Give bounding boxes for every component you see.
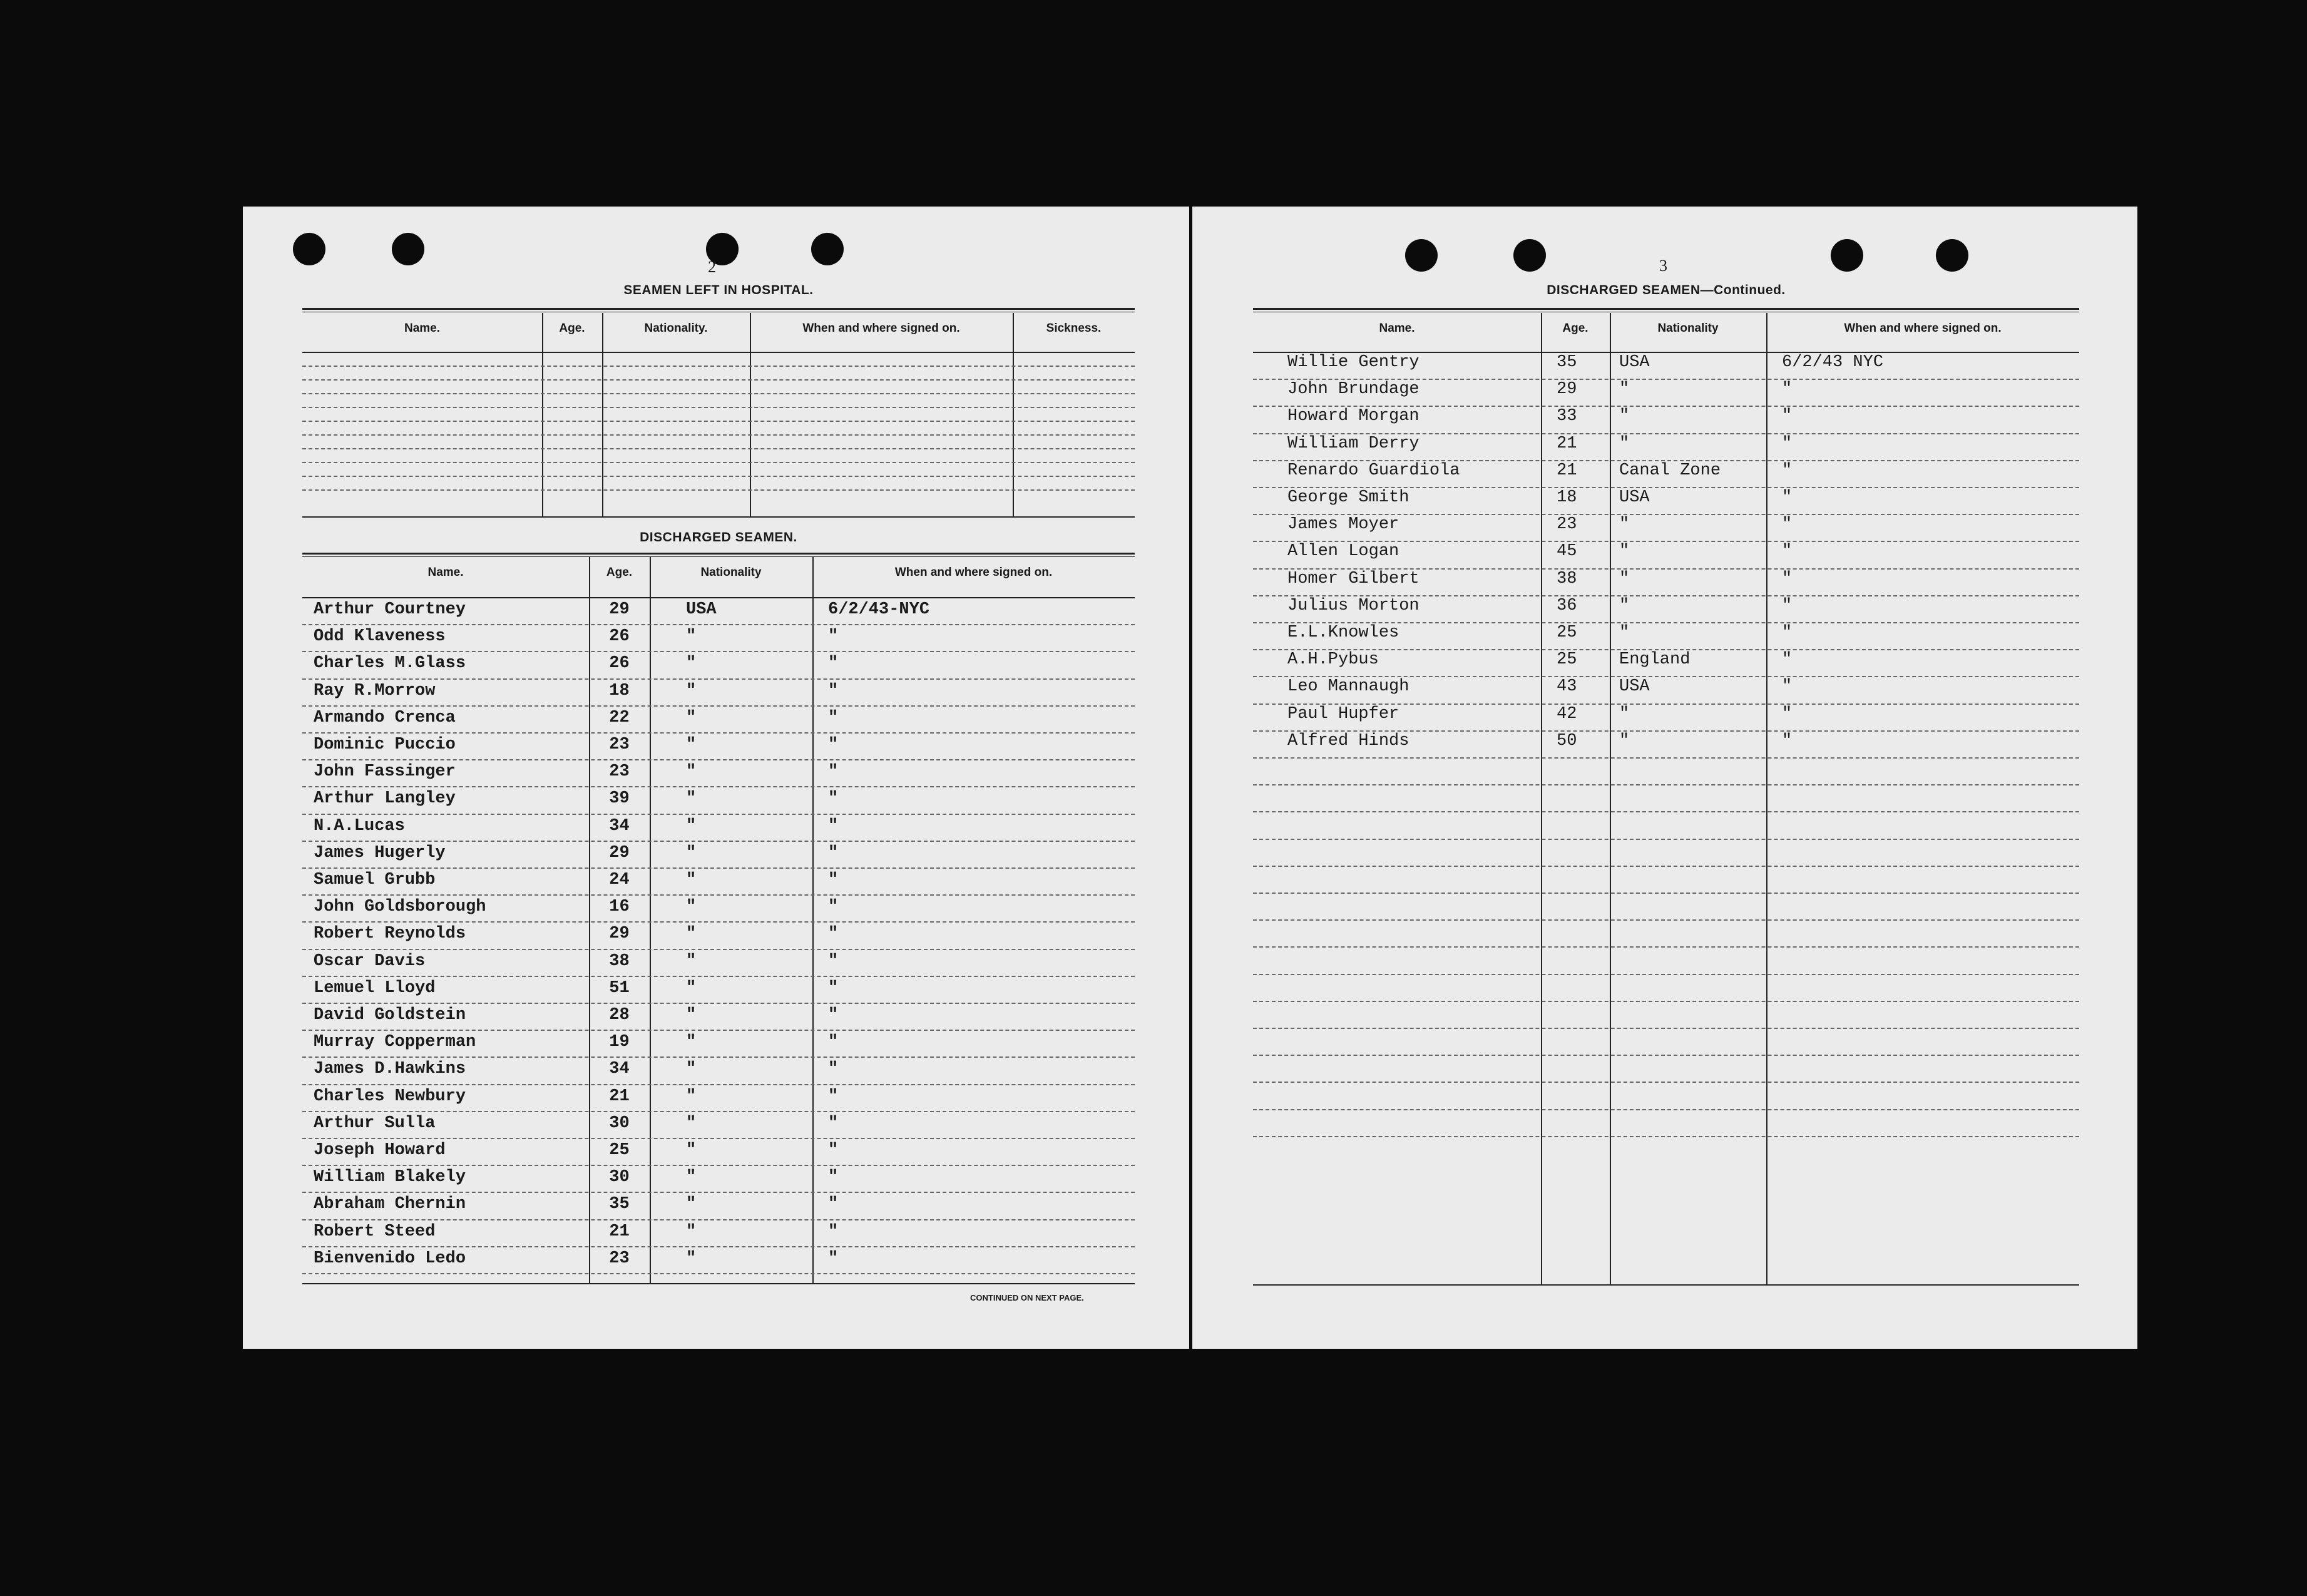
age-cell: 39	[609, 789, 630, 809]
name-cell: Murray Copperman	[314, 1033, 476, 1052]
row-rule	[302, 705, 1135, 707]
age-cell: 21	[609, 1222, 630, 1241]
nationality-cell: "	[686, 762, 697, 782]
name-cell: Arthur Courtney	[314, 600, 466, 619]
row-rule	[302, 841, 1135, 842]
punch-hole	[1831, 239, 1863, 272]
nationality-cell: USA	[1619, 677, 1650, 697]
row-rule	[302, 462, 1135, 463]
column-rule	[812, 557, 814, 1283]
continued-title: DISCHARGED SEAMEN—Continued.	[1547, 283, 1786, 297]
column-header: Name.	[427, 566, 464, 579]
header-rule	[302, 597, 1135, 598]
page-number: 3	[1659, 257, 1667, 275]
name-cell: John Brundage	[1287, 380, 1419, 399]
column-rule	[1766, 313, 1767, 1284]
nationality-cell: "	[686, 627, 697, 647]
punch-hole	[1936, 239, 1968, 272]
name-cell: E.L.Knowles	[1287, 623, 1399, 642]
signed-cell: "	[1782, 542, 1793, 561]
age-cell: 43	[1557, 677, 1577, 697]
age-cell: 38	[1557, 569, 1577, 588]
nationality-cell: "	[686, 708, 697, 727]
column-header: Sickness.	[1046, 322, 1102, 335]
signed-cell: "	[828, 1006, 839, 1025]
name-cell: Oscar Davis	[314, 951, 426, 971]
header-rule	[302, 352, 1135, 353]
nationality-cell: "	[1619, 596, 1630, 615]
nationality-cell: "	[686, 978, 697, 998]
discharged-title: DISCHARGED SEAMEN.	[640, 530, 797, 545]
punch-hole	[1405, 239, 1438, 272]
row-rule	[302, 1192, 1135, 1193]
age-cell: 35	[609, 1195, 630, 1214]
age-cell: 45	[1557, 542, 1577, 561]
nationality-cell: "	[686, 1033, 697, 1052]
signed-cell: "	[1782, 407, 1793, 426]
signed-cell: "	[1782, 569, 1793, 588]
row-rule	[302, 366, 1135, 367]
row-rule	[1253, 1055, 2079, 1056]
name-cell: Samuel Grubb	[314, 871, 436, 889]
column-header: Nationality	[1657, 322, 1719, 335]
nationality-cell: "	[1619, 731, 1630, 750]
row-rule	[1253, 784, 2079, 785]
signed-cell: "	[828, 1168, 839, 1187]
punch-hole	[293, 233, 325, 265]
row-rule	[302, 407, 1135, 408]
row-rule	[302, 434, 1135, 436]
divider	[302, 308, 1135, 312]
signed-cell: "	[828, 924, 839, 944]
column-header: Age.	[1562, 322, 1588, 335]
row-rule	[302, 651, 1135, 652]
column-header: When and where signed on.	[894, 566, 1053, 579]
row-rule	[302, 786, 1135, 787]
age-cell: 42	[1557, 704, 1577, 724]
row-rule	[302, 894, 1135, 896]
age-cell: 30	[609, 1168, 630, 1187]
signed-cell: "	[828, 898, 839, 917]
name-cell: Charles M.Glass	[314, 654, 466, 673]
age-cell: 16	[609, 898, 630, 917]
signed-cell: "	[828, 843, 839, 862]
row-rule	[1253, 919, 2079, 921]
signed-cell: "	[828, 708, 839, 727]
column-rule	[1013, 313, 1014, 516]
column-rule	[602, 313, 603, 516]
signed-cell: "	[828, 627, 839, 647]
row-rule	[1253, 893, 2079, 894]
name-cell: Allen Logan	[1287, 542, 1399, 561]
age-cell: 23	[1557, 515, 1577, 535]
row-rule	[302, 1246, 1135, 1247]
age-cell: 50	[1557, 731, 1577, 750]
age-cell: 23	[609, 1249, 630, 1268]
nationality-cell: "	[686, 1168, 697, 1187]
row-rule	[1253, 1136, 2079, 1137]
row-rule	[1253, 839, 2079, 840]
nationality-cell: "	[1619, 542, 1630, 561]
table-bottom-rule	[302, 1283, 1135, 1284]
name-cell: Willie Gentry	[1287, 353, 1419, 372]
row-rule	[302, 1219, 1135, 1220]
name-cell: John Fassinger	[314, 762, 456, 782]
signed-cell: 6/2/43-NYC	[828, 600, 930, 619]
name-cell: James Moyer	[1287, 515, 1399, 535]
age-cell: 23	[609, 762, 630, 782]
column-rule	[1541, 313, 1542, 1284]
name-cell: John Goldsborough	[314, 898, 486, 917]
nationality-cell: "	[686, 1249, 697, 1268]
column-header: Age.	[606, 566, 633, 579]
punch-hole	[811, 233, 844, 265]
signed-cell: "	[1782, 677, 1793, 697]
nationality-cell: "	[1619, 434, 1630, 453]
age-cell: 25	[1557, 623, 1577, 642]
nationality-cell: "	[1619, 515, 1630, 535]
signed-cell: "	[1782, 434, 1793, 453]
age-cell: 29	[609, 600, 630, 619]
row-rule	[302, 814, 1135, 815]
row-rule	[1253, 811, 2079, 812]
row-rule	[302, 678, 1135, 680]
signed-cell: "	[1782, 596, 1793, 615]
signed-cell: "	[1782, 623, 1793, 642]
nationality-cell: "	[686, 789, 697, 809]
age-cell: 19	[609, 1033, 630, 1052]
signed-cell: "	[1782, 704, 1793, 724]
row-rule	[302, 476, 1135, 477]
nationality-cell: "	[686, 924, 697, 944]
signed-cell: "	[828, 1222, 839, 1241]
age-cell: 51	[609, 978, 630, 998]
row-rule	[1253, 946, 2079, 948]
row-rule	[302, 1056, 1135, 1058]
age-cell: 29	[1557, 380, 1577, 399]
name-cell: Bienvenido Ledo	[314, 1249, 466, 1268]
nationality-cell: "	[686, 871, 697, 889]
column-header: Name.	[1379, 322, 1415, 335]
nationality-cell: "	[1619, 407, 1630, 426]
name-cell: Robert Reynolds	[314, 924, 466, 944]
nationality-cell: "	[686, 1113, 697, 1133]
nationality-cell: "	[686, 681, 697, 700]
age-cell: 36	[1557, 596, 1577, 615]
age-cell: 26	[609, 627, 630, 647]
name-cell: Dominic Puccio	[314, 735, 456, 754]
signed-cell: "	[828, 681, 839, 700]
continued-note: CONTINUED ON NEXT PAGE.	[970, 1293, 1084, 1302]
name-cell: William Derry	[1287, 434, 1419, 453]
column-rule	[1610, 313, 1611, 1284]
column-rule	[542, 313, 543, 516]
name-cell: Odd Klaveness	[314, 627, 446, 647]
row-rule	[1253, 1028, 2079, 1029]
left-page	[243, 207, 1189, 1349]
name-cell: James Hugerly	[314, 843, 446, 862]
row-rule	[302, 732, 1135, 734]
divider	[1253, 308, 2079, 312]
nationality-cell: "	[686, 951, 697, 971]
table-bottom-rule	[1253, 1284, 2079, 1286]
age-cell: 38	[609, 951, 630, 971]
name-cell: Alfred Hinds	[1287, 731, 1409, 750]
nationality-cell: "	[686, 1006, 697, 1025]
name-cell: Armando Crenca	[314, 708, 456, 727]
name-cell: A.H.Pybus	[1287, 650, 1379, 670]
name-cell: Homer Gilbert	[1287, 569, 1419, 588]
signed-cell: "	[828, 762, 839, 782]
signed-cell: "	[1782, 488, 1793, 507]
nationality-cell: "	[1619, 623, 1630, 642]
row-rule	[302, 421, 1135, 422]
row-rule	[1253, 1109, 2079, 1110]
nationality-cell: USA	[686, 600, 717, 619]
name-cell: Abraham Chernin	[314, 1195, 466, 1214]
row-rule	[302, 949, 1135, 950]
signed-cell: "	[1782, 650, 1793, 670]
signed-cell: "	[828, 1249, 839, 1268]
page-number: 2	[708, 258, 716, 276]
column-header: Nationality	[700, 566, 762, 579]
nationality-cell: "	[686, 735, 697, 754]
row-rule	[302, 1003, 1135, 1004]
name-cell: Arthur Sulla	[314, 1113, 436, 1133]
age-cell: 35	[1557, 353, 1577, 372]
age-cell: 34	[609, 1060, 630, 1079]
age-cell: 18	[1557, 488, 1577, 507]
signed-cell: "	[1782, 461, 1793, 480]
nationality-cell: USA	[1619, 488, 1650, 507]
nationality-cell: "	[686, 1222, 697, 1241]
row-rule	[302, 1111, 1135, 1112]
column-header: Age.	[559, 322, 585, 335]
row-rule	[1253, 1001, 2079, 1002]
row-rule	[1253, 757, 2079, 759]
signed-cell: "	[828, 816, 839, 836]
right-page	[1192, 207, 2137, 1349]
name-cell: Leo Mannaugh	[1287, 677, 1409, 697]
nationality-cell: England	[1619, 650, 1691, 670]
nationality-cell: "	[1619, 380, 1630, 399]
nationality-cell: "	[1619, 569, 1630, 588]
age-cell: 30	[609, 1113, 630, 1133]
row-rule	[302, 867, 1135, 869]
name-cell: Paul Hupfer	[1287, 704, 1399, 724]
name-cell: Arthur Langley	[314, 789, 456, 809]
nationality-cell: "	[686, 1141, 697, 1160]
age-cell: 29	[609, 843, 630, 862]
signed-cell: "	[828, 1195, 839, 1214]
nationality-cell: "	[686, 654, 697, 673]
row-rule	[1253, 974, 2079, 975]
nationality-cell: "	[1619, 704, 1630, 724]
row-rule	[1253, 1082, 2079, 1083]
name-cell: David Goldstein	[314, 1006, 466, 1025]
age-cell: 28	[609, 1006, 630, 1025]
signed-cell: "	[1782, 380, 1793, 399]
age-cell: 23	[609, 735, 630, 754]
row-rule	[302, 489, 1135, 491]
nationality-cell: "	[686, 1087, 697, 1106]
row-rule	[302, 448, 1135, 449]
divider	[302, 553, 1135, 557]
name-cell: Howard Morgan	[1287, 407, 1419, 426]
age-cell: 25	[1557, 650, 1577, 670]
nationality-cell: "	[686, 843, 697, 862]
signed-cell: "	[828, 1087, 839, 1106]
age-cell: 21	[1557, 434, 1577, 453]
nationality-cell: "	[686, 1195, 697, 1214]
name-cell: William Blakely	[314, 1168, 466, 1187]
age-cell: 18	[609, 681, 630, 700]
name-cell: N.A.Lucas	[314, 816, 405, 836]
age-cell: 21	[609, 1087, 630, 1106]
age-cell: 26	[609, 654, 630, 673]
row-rule	[302, 1273, 1135, 1274]
nationality-cell: Canal Zone	[1619, 461, 1721, 480]
signed-cell: "	[828, 1113, 839, 1133]
column-rule	[750, 313, 751, 516]
signed-cell: "	[828, 789, 839, 809]
signed-cell: "	[828, 1060, 839, 1079]
punch-hole	[392, 233, 424, 265]
row-rule	[302, 624, 1135, 625]
nationality-cell: "	[686, 898, 697, 917]
signed-cell: "	[828, 1033, 839, 1052]
signed-cell: "	[828, 735, 839, 754]
row-rule	[302, 379, 1135, 381]
signed-cell: "	[828, 951, 839, 971]
signed-cell: "	[828, 1141, 839, 1160]
signed-cell: "	[1782, 731, 1793, 750]
age-cell: 21	[1557, 461, 1577, 480]
name-cell: James D.Hawkins	[314, 1060, 466, 1079]
row-rule	[1253, 866, 2079, 867]
name-cell: Ray R.Morrow	[314, 681, 436, 700]
column-header: When and where signed on.	[1844, 322, 2002, 335]
signed-cell: "	[1782, 515, 1793, 535]
signed-cell: "	[828, 871, 839, 889]
name-cell: George Smith	[1287, 488, 1409, 507]
name-cell: Lemuel Lloyd	[314, 978, 436, 998]
age-cell: 25	[609, 1141, 630, 1160]
name-cell: Julius Morton	[1287, 596, 1419, 615]
age-cell: 24	[609, 871, 630, 889]
age-cell: 22	[609, 708, 630, 727]
signed-cell: 6/2/43 NYC	[1782, 353, 1884, 372]
row-rule	[302, 976, 1135, 977]
column-header: Nationality.	[644, 322, 708, 335]
nationality-cell: "	[686, 1060, 697, 1079]
age-cell: 29	[609, 924, 630, 944]
signed-cell: "	[828, 978, 839, 998]
column-rule	[650, 557, 651, 1283]
row-rule	[302, 759, 1135, 760]
row-rule	[302, 1138, 1135, 1139]
row-rule	[302, 1165, 1135, 1166]
nationality-cell: USA	[1619, 353, 1650, 372]
hospital-title: SEAMEN LEFT IN HOSPITAL.	[623, 283, 814, 297]
column-header: Name.	[404, 322, 441, 335]
row-rule	[302, 1030, 1135, 1031]
row-rule	[302, 393, 1135, 394]
column-header: When and where signed on.	[802, 322, 960, 335]
row-rule	[302, 921, 1135, 923]
age-cell: 33	[1557, 407, 1577, 426]
name-cell: Charles Newbury	[314, 1087, 466, 1106]
punch-hole	[1513, 239, 1546, 272]
name-cell: Joseph Howard	[314, 1141, 446, 1160]
table-bottom-rule	[302, 516, 1135, 518]
signed-cell: "	[828, 654, 839, 673]
nationality-cell: "	[686, 816, 697, 836]
age-cell: 34	[609, 816, 630, 836]
name-cell: Renardo Guardiola	[1287, 461, 1460, 480]
name-cell: Robert Steed	[314, 1222, 436, 1241]
row-rule	[302, 1084, 1135, 1085]
